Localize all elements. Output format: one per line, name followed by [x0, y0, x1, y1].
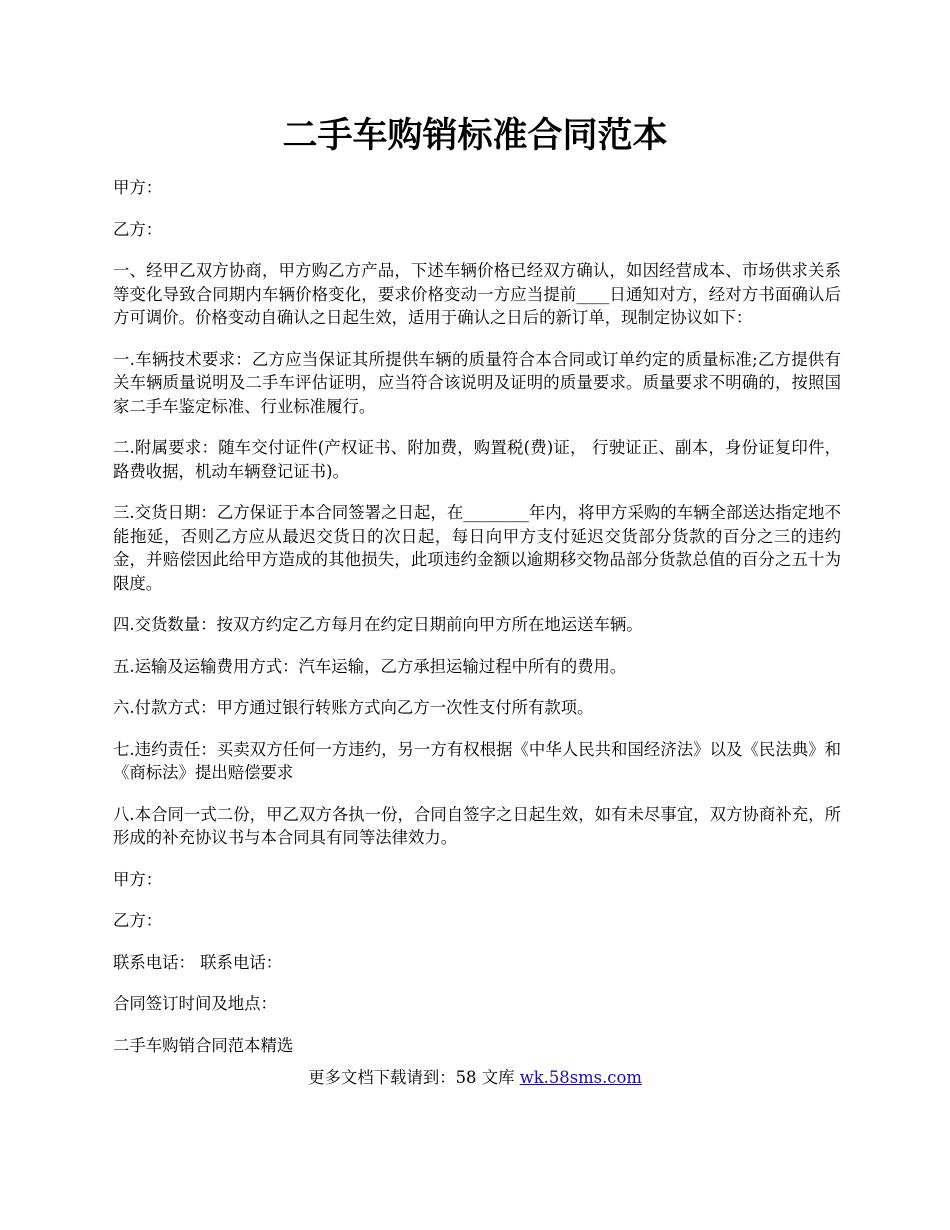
clause-5: 五.运输及运输费用方式：汽车运输，乙方承担运输过程中所有的费用。: [113, 656, 627, 676]
clause-3: 三.交货日期：乙方保证于本合同签署之日起，在________年内，将甲方采购的车辆全部送达指定地不能拖延，否则乙方应从最迟交货日的次日起，每日向甲方支付延迟交货部分货款的百分之三的违约金，并赔偿因此给甲方造成的其他损失，此项违约金额以逾期移交物品部分货款总值的百分之五十为限度。: [113, 503, 841, 593]
document-body: [113, 176, 841, 1075]
party-a-top: 甲方：: [113, 178, 163, 197]
clause-6: 六.付款方式：甲方通过银行转账方式向乙方一次性支付所有款项。: [113, 698, 594, 717]
selection-line: 二手车购销合同范本精选: [113, 1035, 294, 1055]
contact-line: 联系电话： 联系电话：: [113, 952, 283, 972]
clause-4: 四.交货数量：按双方约定乙方每月在约定日期前向甲方所在地运送车辆。: [113, 615, 643, 634]
clause-1: 一.车辆技术要求：乙方应当保证其所提供车辆的质量符合本合同或订单约定的质量标准;乙方提供有关车辆质量说明及二手车评估证明，应当符合该说明及证明的质量要求。质量要求不明确的，按照国家二手车鉴定标准、行业标准履行。: [113, 349, 841, 416]
footer-prefix: 更多文档下载请到：58 文库: [308, 1068, 520, 1087]
document-title: 二手车购销标准合同范本: [282, 115, 668, 156]
party-b-bottom: 乙方：: [113, 911, 163, 930]
clause-8: 八.本合同一式二份，甲乙双方各执一份，合同自签字之日起生效，如有未尽事宜，双方协商补充，所形成的补充协议书与本合同具有同等法律效力。: [113, 804, 841, 847]
footer-link[interactable]: wk.58sms.com: [519, 1068, 642, 1087]
party-b-top: 乙方：: [113, 219, 163, 239]
footer-note: [0, 1066, 950, 1090]
clause-2: 二.附属要求：随车交付证件(产权证书、附加费，购置税(费)证， 行驶证正、副本，身份证复印件，路费收据，机动车辆登记证书)。: [113, 438, 841, 481]
intro-paragraph: 一、经甲乙双方协商，甲方购乙方产品，下述车辆价格已经双方确认，如因经营成本、市场供求关系等变化导致合同期内车辆价格变化，要求价格变动一方应当提前____日通知对方，经对方书面确认后方可调价。价格变动自确认之日起生效，适用于确认之日后的新订单，现制定协议如下：: [113, 261, 841, 327]
sign-place-line: 合同签订时间及地点：: [113, 994, 277, 1013]
party-a-bottom: 甲方：: [113, 869, 163, 889]
clause-7: 七.违约责任：买卖双方任何一方违约，另一方有权根据《中华人民共和国经济法》以及《民法典》和《商标法》提出赔偿要求: [113, 739, 841, 782]
